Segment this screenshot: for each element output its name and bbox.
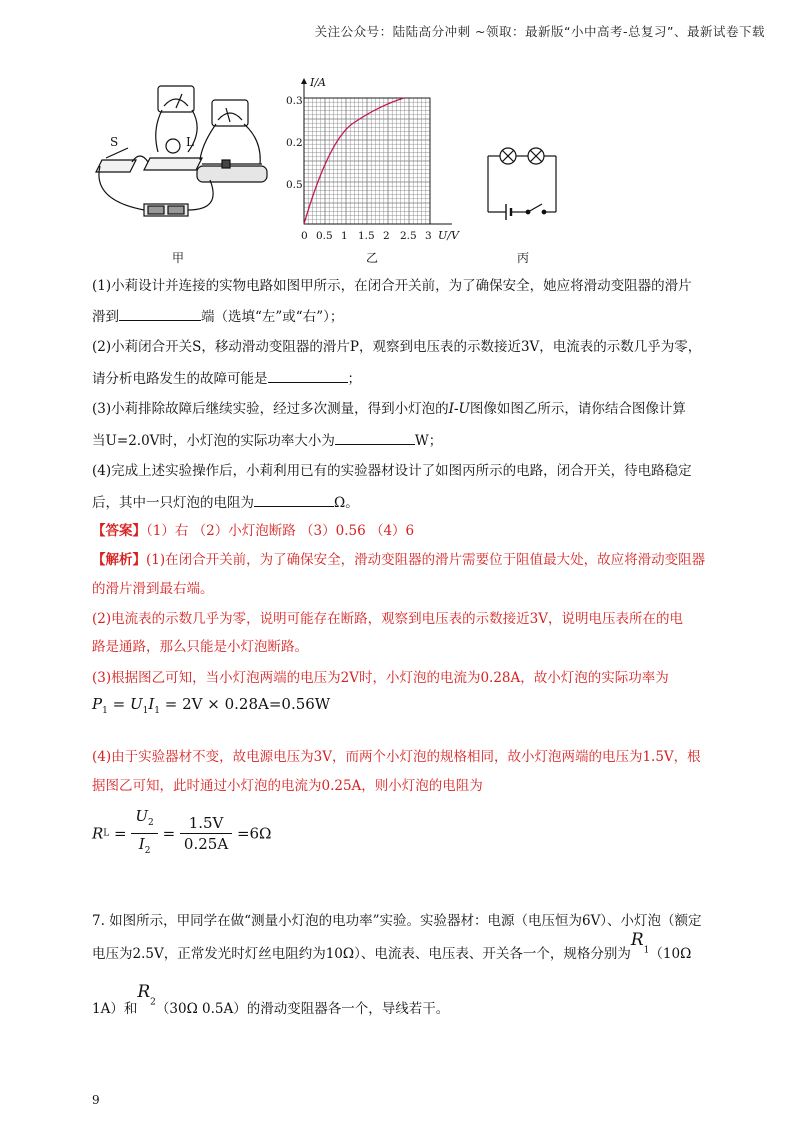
q7-line2-a: 电压为2.5V，正常发光时灯丝电阻约为10Ω）、电流表、电压表、开关各一个，规格分别为 <box>92 946 631 962</box>
analysis-p1-a: (1)在闭合开关前，为了确保安全，滑动变阻器的滑片需要位于阻值最大处，故应将滑动变阻器 <box>146 552 706 568</box>
x-tick-5: 2.5 <box>400 230 417 242</box>
q7-line3-b: （30Ω 0.5A）的滑动变阻器各一个，导线若干。 <box>155 1001 450 1017</box>
page-number: 9 <box>92 1093 100 1107</box>
fraction-denominator: 0.25A <box>183 835 229 853</box>
analysis-p4-line2: 据图乙可知，此时通过小灯泡的电流为0.25A，则小灯泡的电阻为 <box>92 778 483 794</box>
caption-jia: 甲 <box>172 251 185 265</box>
y-tick-1: 0.3 <box>286 95 303 107</box>
x-tick-0: 0 <box>301 230 308 242</box>
figure-bing-circuit <box>480 140 570 225</box>
q1-blank[interactable] <box>119 306 201 321</box>
formula-power: $P_1 = U_1I_1 = 2V \times 0.28A=0.56W$ <box>92 695 331 716</box>
q1-pre: 滑到 <box>92 309 119 325</box>
q1-post: 端（选填“左”或“右”）； <box>201 309 344 325</box>
q7-line2-b: （10Ω <box>649 946 692 962</box>
formula-resistance: RL = $\frac{U_2}{I_2}$ = $\frac{1.5V}{0.25A}$ =6Ω <box>92 806 272 861</box>
answer-line <box>92 521 414 541</box>
q7-line2: 电压为2.5V，正常发光时灯丝电阻约为10Ω）、电流表、电压表、开关各一个，规格分别为$R_1(10\Omega$ <box>92 930 692 962</box>
q3-iu: I-U <box>448 401 470 417</box>
analysis-p3-line1: (3)根据图乙可知，当小灯泡两端的电压为2V时，小灯泡的电流为0.28A，故小灯泡的实际功率为 <box>92 670 669 686</box>
x-tick-6: 3 <box>425 230 432 242</box>
q2-post: ； <box>347 371 361 387</box>
formula-resistance-result: =6Ω <box>236 824 272 843</box>
q7-line3: 1A）和$R_2(30\Omega$ 0.5A）的滑动变阻器各一个，导线若干。 <box>92 982 450 1017</box>
page-header: 关注公众号：陆陆高分冲刺 ~领取：最新版“小中高考-总复习”、最新试卷下载 <box>314 24 765 39</box>
x-tick-1: 0.5 <box>316 230 333 242</box>
formula-power-result: = 2V × 0.28A=0.56W <box>164 695 331 713</box>
q3-pre: 当U=2.0V时，小灯泡的实际功率大小为 <box>92 433 335 449</box>
q4-pre: 后，其中一只灯泡的电阻为 <box>92 495 254 511</box>
q3-line1 <box>92 399 686 419</box>
q4-line1: (4)完成上述实验操作后，小莉利用已有的实验器材设计了如图丙所示的电路，闭合开关，待电路稳定 <box>92 463 692 479</box>
q1-line1: (1)小莉设计并连接的实物电路如图甲所示，在闭合开关前，为了确保安全，她应将滑动变阻器的滑片 <box>92 278 692 294</box>
fraction-u-over-i: $\frac{U_2}{I_2}$ <box>131 806 157 861</box>
analysis-p1-line2: 的滑片滑到最右端。 <box>92 581 214 597</box>
q7-line3-a: 1A）和 <box>92 1001 138 1017</box>
label-s: S <box>110 135 119 149</box>
q4-blank[interactable] <box>254 492 334 507</box>
q3-post: W； <box>414 433 443 449</box>
y-tick-3: 0.5 <box>286 179 303 191</box>
x-axis-label: U/V <box>438 229 459 242</box>
q4-line2 <box>92 492 359 513</box>
q2-line1: (2)小莉闭合开关S，移动滑动变阻器的滑片P，观察到电压表的示数接近3V，电流表的示数几乎为零， <box>92 339 702 355</box>
x-tick-2: 1 <box>341 230 348 242</box>
q1-line2 <box>92 306 343 327</box>
q4-post: Ω。 <box>334 495 359 511</box>
q2-line2 <box>92 368 361 389</box>
q3-blank[interactable] <box>335 430 415 445</box>
x-tick-4: 2 <box>383 230 390 242</box>
answer-tag: 【答案】 <box>92 523 146 539</box>
figure-jia-circuit <box>92 80 282 230</box>
fraction-values <box>180 813 232 854</box>
q3-line2 <box>92 430 442 451</box>
y-axis-label: I/A <box>310 76 326 89</box>
x-tick-3: 1.5 <box>358 230 375 242</box>
analysis-p2-line1: (2)电流表的示数几乎为零，说明可能存在断路，观察到电压表的示数接近3V，说明电压表所在的电 <box>92 611 683 627</box>
y-tick-2: 0.2 <box>286 137 303 149</box>
q2-pre: 请分析电路发生的故障可能是 <box>92 371 268 387</box>
analysis-tag: 【解析】 <box>92 552 146 568</box>
analysis-p4-line1: (4)由于实验器材不变，故电源电压为3V，而两个小灯泡的规格相同，故小灯泡两端的电压为1.5V，根 <box>92 749 701 765</box>
analysis-p2-line2: 路是通路，那么只能是小灯泡断路。 <box>92 639 308 655</box>
answer-text: （1）右 （2）小灯泡断路 （3）0.56 （4）6 <box>146 523 415 539</box>
q3-text-2: 图像如图乙所示，请你结合图像计算 <box>469 401 686 417</box>
caption-bing: 丙 <box>517 251 530 265</box>
figure-yi-iu-graph <box>282 76 472 246</box>
fraction-numerator: 1.5V <box>180 813 232 834</box>
caption-yi: 乙 <box>366 251 379 265</box>
analysis-p1-line1 <box>92 550 705 570</box>
q3-text-1: (3)小莉排除故障后继续实验，经过多次测量，得到小灯泡的 <box>92 401 449 417</box>
q7-line1: 7. 如图所示，甲同学在做“测量小灯泡的电功率”实验。实验器材：电源（电压恒为6V）、小灯泡（额定 <box>92 913 702 929</box>
label-l: L <box>186 135 194 149</box>
q2-blank[interactable] <box>268 368 348 383</box>
